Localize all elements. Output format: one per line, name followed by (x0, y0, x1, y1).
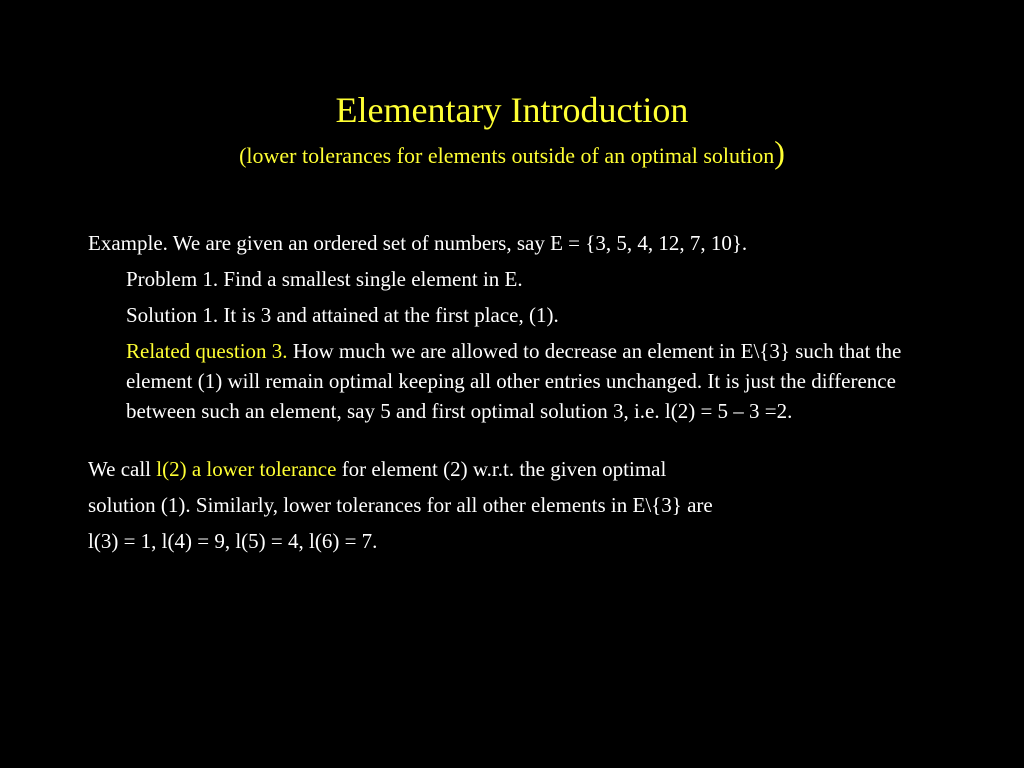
similarly-line: solution (1). Similarly, lower tolerances for all other elements in E\{3} are (88, 493, 713, 517)
solution-line: Solution 1. It is 3 and attained at the first place, (1). (126, 303, 559, 327)
call-pre: We call (88, 457, 157, 481)
subtitle-text: (lower tolerances for elements outside of an optimal solution (239, 143, 775, 168)
example-line: Example. We are given an ordered set of numbers, say E = {3, 5, 4, 12, 7, 10}. (88, 231, 748, 255)
call-post: for element (2) w.r.t. the given optimal (336, 457, 667, 481)
call-line (88, 454, 968, 484)
slide-subtitle (0, 136, 1024, 172)
title-block (0, 88, 1024, 172)
subtitle-close-paren: ) (774, 134, 785, 170)
slide-body (88, 228, 968, 556)
related-question-text: How much we are allowed to decrease an element in E\{3} such that the element (1) will remain optimal keeping all other entries unchanged. It is just the difference between such an element, say 5 and first optimal solution 3, i.e. l(2) = 5 – 3 =2. (126, 339, 902, 423)
related-question-paragraph (88, 336, 968, 426)
values-line: l(3) = 1, l(4) = 9, l(5) = 4, l(6) = 7. (88, 529, 378, 553)
lower-tolerance-highlight: l(2) a lower tolerance (156, 457, 337, 481)
problem-line: Problem 1. Find a smallest single element in E. (126, 267, 523, 291)
slide-title: Elementary Introduction (335, 90, 689, 130)
related-question-label: Related question 3. (126, 339, 288, 363)
